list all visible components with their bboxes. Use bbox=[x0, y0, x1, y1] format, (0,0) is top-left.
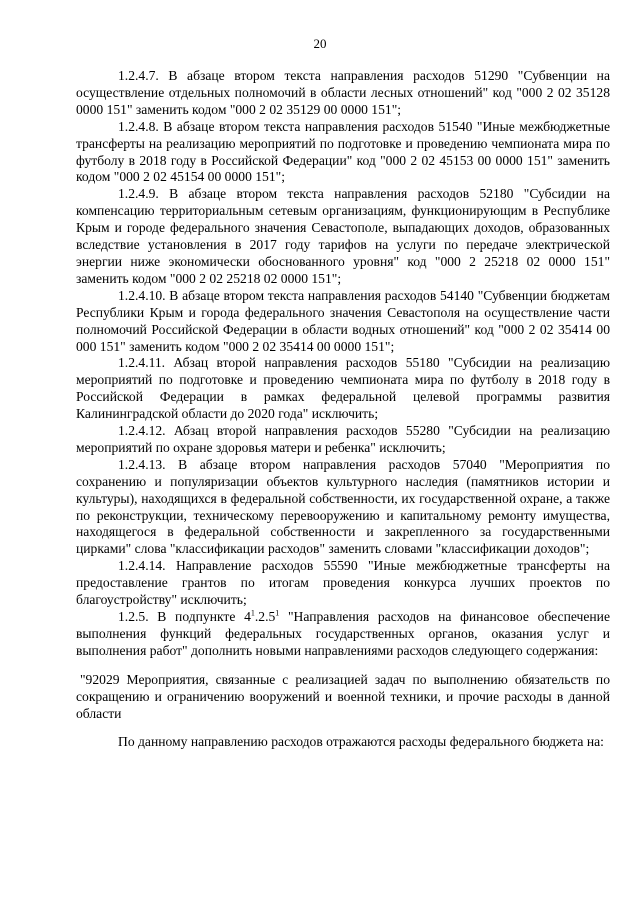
paragraph-1-2-4-8: 1.2.4.8. В абзаце втором текста направления расходов 51540 "Иные межбюджетные трансферты на реализацию мероприятий по подготовке и проведению чемпионата мира по футболу в 2018 году в Российской Федерации" код "000 2 02 45153 00 0000 151" заменить кодом "000 2 02 45154 00 0000 151"; bbox=[76, 118, 610, 185]
paragraph-1-2-4-9: 1.2.4.9. В абзаце втором текста направления расходов 52180 "Субсидии на компенсацию территориальным сетевым организациям, функционирующим в Республике Крым и городе федерального значения Севастополе, выпадающих доходов, образованных вследствие установления в 2017 году тарифов на услуги по передаче электрической энергии ниже экономически обоснованного уровня" код "000 2 25218 02 0000 151" заменить кодом "000 2 02 25218 02 0000 151"; bbox=[76, 186, 610, 286]
paragraph-1-2-5-mid: .2.5 bbox=[254, 609, 276, 624]
superscript: 1 bbox=[250, 608, 255, 618]
page-number: 20 bbox=[313, 36, 327, 51]
paragraph-1-2-5-rest: "Направления расходов на финансовое обеспечение выполнения функций федеральных государственных органов, оказания услуг и выполнения работ" дополнить новыми направлениями расходов следующего содержания: bbox=[76, 609, 610, 658]
quoted-entry-92029: "92029 Мероприятия, связанные с реализацией задач по выполнению обязательств по сокращению и ограничению вооружений и военной техники, и прочие расходы в данной области bbox=[76, 671, 610, 721]
closing-paragraph: По данному направлению расходов отражаются расходы федерального бюджета на: bbox=[118, 734, 604, 750]
paragraph-1-2-4-11: 1.2.4.11. Абзац второй направления расходов 55180 "Субсидии на реализацию мероприятий по подготовке и проведению чемпионата мира по футболу в 2018 году в Российской Федерации в рамках федеральной целевой программы развития Калининградской области до 2020 года" исключить; bbox=[76, 355, 610, 422]
paragraph-1-2-5 bbox=[76, 609, 610, 660]
paragraph-1-2-5-lead: 1.2.5. В подпункте 4 bbox=[118, 609, 251, 624]
paragraph-1-2-4-14: 1.2.4.14. Направление расходов 55590 "Иные межбюджетные трансферты на предоставление грантов по итогам проведения конкурса лучших проектов по благоустройству" исключить; bbox=[76, 558, 610, 608]
document-body bbox=[76, 68, 610, 751]
paragraph-1-2-4-10: 1.2.4.10. В абзаце втором текста направления расходов 54140 "Субвенции бюджетам Республики Крым и города федерального значения Севастополя на осуществление части полномочий Российской Федерации в области водных отношений" код "000 2 02 35414 00 000 151" заменить кодом "000 2 02 35414 00 0000 151"; bbox=[76, 287, 610, 354]
paragraph-1-2-4-13: 1.2.4.13. В абзаце втором направления расходов 57040 "Мероприятия по сохранению и популяризации объектов культурного наследия (памятников истории и культуры), находящихся в федеральной собственности, их государственной охране, а также по реконструкции, техническому перевооружению и капитальному ремонту имущества, находящегося в федеральной собственности и закрепленного за государственными цирками" слова "классификации расходов" заменить словами "классификации доходов"; bbox=[76, 456, 610, 557]
paragraph-1-2-4-7: 1.2.4.7. В абзаце втором текста направления расходов 51290 "Субвенции на осуществление отдельных полномочий в области лесных отношений" код "000 2 02 35128 0000 151" заменить кодом "000 2 02 35129 00 0000 151"; bbox=[76, 68, 610, 117]
superscript: 1 bbox=[275, 608, 280, 618]
paragraph-1-2-4-12: 1.2.4.12. Абзац второй направления расходов 55280 "Субсидии на реализацию мероприятий по охране здоровья матери и ребенка" исключить; bbox=[76, 423, 610, 455]
